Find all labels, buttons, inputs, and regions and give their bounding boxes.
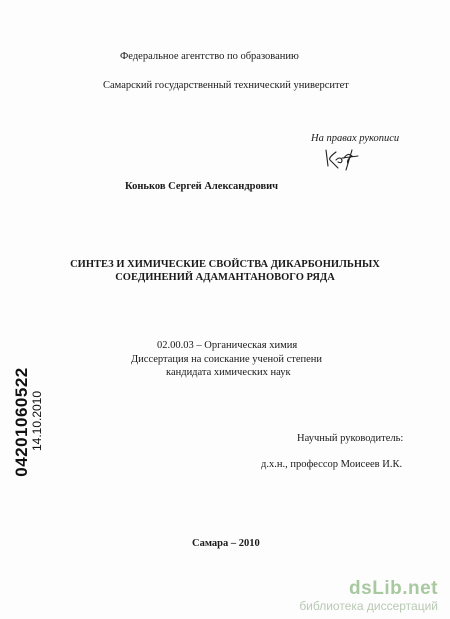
barcode-number: 04201060522 xyxy=(12,367,31,477)
degree: кандидата химических наук xyxy=(166,367,291,378)
thesis-title-line-2: СОЕДИНЕНИЙ АДАМАНТАНОВОГО РЯДА xyxy=(115,272,335,283)
watermark-subtitle: библиотека диссертаций xyxy=(299,599,438,613)
watermark xyxy=(262,578,442,614)
university-name: Самарский государственный технический университет xyxy=(103,80,349,91)
specialty: 02.00.03 – Органическая химия xyxy=(157,340,298,351)
city-year: Самара – 2010 xyxy=(192,538,260,549)
handwritten-signature xyxy=(322,146,362,172)
thesis-type: Диссертация на соискание ученой степени xyxy=(131,354,323,365)
watermark-logo: dsLib.net xyxy=(349,578,438,599)
rights-note: На правах рукописи xyxy=(311,133,400,144)
author-name: Коньков Сергей Александрович xyxy=(125,181,279,192)
agency-name: Федеральное агентство по образованию xyxy=(120,51,299,62)
thesis-title-line-1: СИНТЕЗ И ХИМИЧЕСКИЕ СВОЙСТВА ДИКАРБОНИЛЬНЫХ xyxy=(70,259,380,270)
supervisor-name: д.х.н., профессор Моисеев И.К. xyxy=(261,459,403,470)
supervisor-label: Научный руководитель: xyxy=(297,433,404,444)
barcode-date: 14.10.2010 xyxy=(30,390,44,452)
